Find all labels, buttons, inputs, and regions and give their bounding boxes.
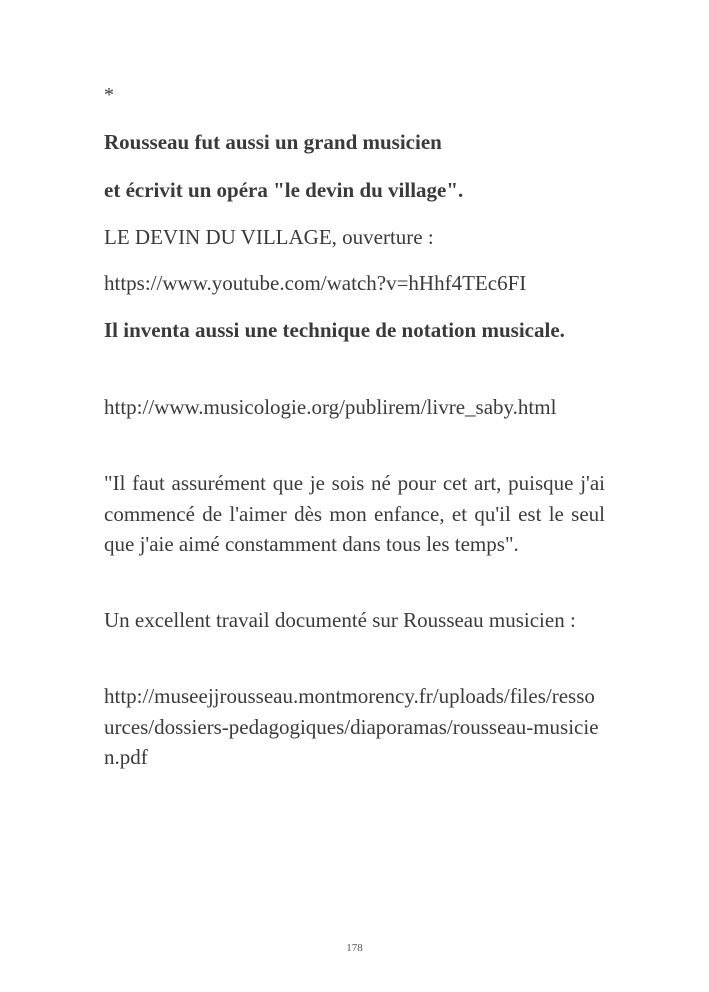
notation-paragraph: Il inventa aussi une technique de notation musicale.	[104, 318, 565, 342]
musicologie-link[interactable]: http://www.musicologie.org/publirem/livre_saby.html	[104, 395, 557, 419]
opera-caption: LE DEVIN DU VILLAGE, ouverture :	[104, 225, 434, 249]
documented-work-paragraph: Un excellent travail documenté sur Rousseau musicien :	[104, 608, 576, 632]
museum-link[interactable]: http://museejjrousseau.montmorency.fr/uploads/files/ressources/dossiers-pedagogiques/diaporamas/rousseau-musicien.pdf	[104, 684, 599, 769]
section-separator: *	[104, 84, 114, 106]
youtube-link[interactable]: https://www.youtube.com/watch?v=hHhf4TEc6FI	[104, 271, 527, 295]
page-number: 178	[346, 942, 363, 954]
heading-line-2: et écrivit un opéra "le devin du village".	[104, 178, 464, 202]
heading-line-1: Rousseau fut aussi un grand musicien	[104, 130, 442, 154]
rousseau-quote: "Il faut assurément que je sois né pour cet art, puisque j'ai commencé de l'aimer dès mon enfance, et qu'il est le seul que j'aie aimé constamment dans tous les temps".	[104, 471, 605, 556]
